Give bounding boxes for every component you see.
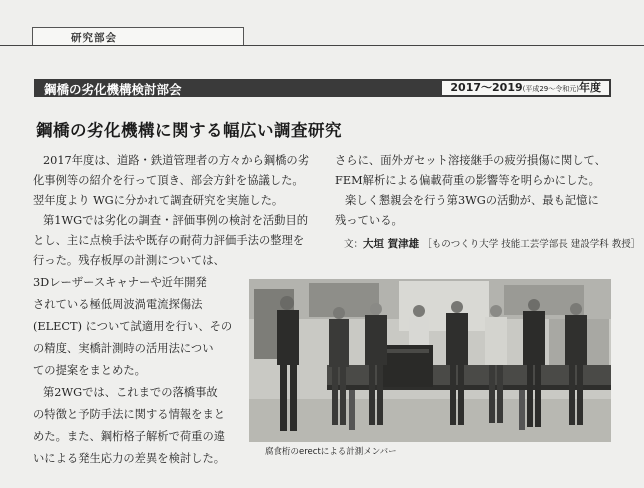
credit-prefix: 文： xyxy=(344,239,364,250)
committee-years xyxy=(442,81,609,95)
section-tab-label: 研究部会 xyxy=(71,32,117,44)
body-line: ての提案をまとめた。 xyxy=(33,364,146,377)
group-photo xyxy=(249,279,611,442)
years-suffix: 年度 xyxy=(579,81,601,94)
body-line: の精度、実橋計測時の活用法につい xyxy=(33,342,214,355)
body-line: FEM解析による偏載荷重の影響等を明らかにした。 xyxy=(335,174,600,187)
author-name: 大垣 賀津雄 xyxy=(363,238,420,250)
article-title: 鋼橋の劣化機構に関する幅広い調査研究 xyxy=(36,121,342,140)
group-photo-illustration xyxy=(249,279,611,442)
committee-name: 鋼橋の劣化機構検討部会 xyxy=(44,82,182,97)
body-line: 3Dレーザースキャナーや近年開発 xyxy=(33,276,207,289)
section-tab xyxy=(32,27,244,46)
body-line: 第2WGでは、これまでの落橋事故 xyxy=(43,386,218,399)
body-line: 行った。残存板厚の計測については、 xyxy=(33,254,225,267)
body-line: 翌年度より WGに分かれて調査研究を実施した。 xyxy=(33,194,284,207)
body-line: されている極低周波渦電流探傷法 xyxy=(33,298,203,311)
body-line: 2017年度は、道路・鉄道管理者の方々から鋼橋の劣 xyxy=(43,154,309,167)
body-line: とし、主に点検手法や既存の耐荷力評価手法の整理を xyxy=(33,234,305,247)
author-credit xyxy=(344,236,640,251)
body-line: めた。また、鋼桁格子解析で荷重の違 xyxy=(33,430,226,443)
body-line: いによる発生応力の差異を検討した。 xyxy=(33,452,226,465)
author-affiliation: ［ものつくり大学 技能工芸学部長 建設学科 教授］ xyxy=(422,239,641,250)
years-main: 2017～2019 xyxy=(450,81,523,94)
photo-caption: 腐食桁のerectによる計測メンバー xyxy=(265,447,397,457)
body-line: 残っている。 xyxy=(335,214,403,227)
body-line: の特徴と予防手法に関する情報をまと xyxy=(33,408,226,421)
body-line: (ELECT) について試適用を行い、その xyxy=(33,320,233,333)
body-line: 楽しく懇親会を行う第3WGの活動が、最も記憶に xyxy=(345,194,599,207)
body-line: 化事例等の紹介を行って頂き、部会方針を協議した。 xyxy=(33,174,304,187)
body-line: さらに、面外ガセット溶接継手の疲労損傷に関して、 xyxy=(335,154,606,167)
body-line: 第1WGでは劣化の調査・評価事例の検討を活動目的 xyxy=(43,214,309,227)
header-rule xyxy=(0,45,644,46)
committee-header xyxy=(34,79,611,97)
years-era: (平成29～令和元) xyxy=(522,85,579,93)
